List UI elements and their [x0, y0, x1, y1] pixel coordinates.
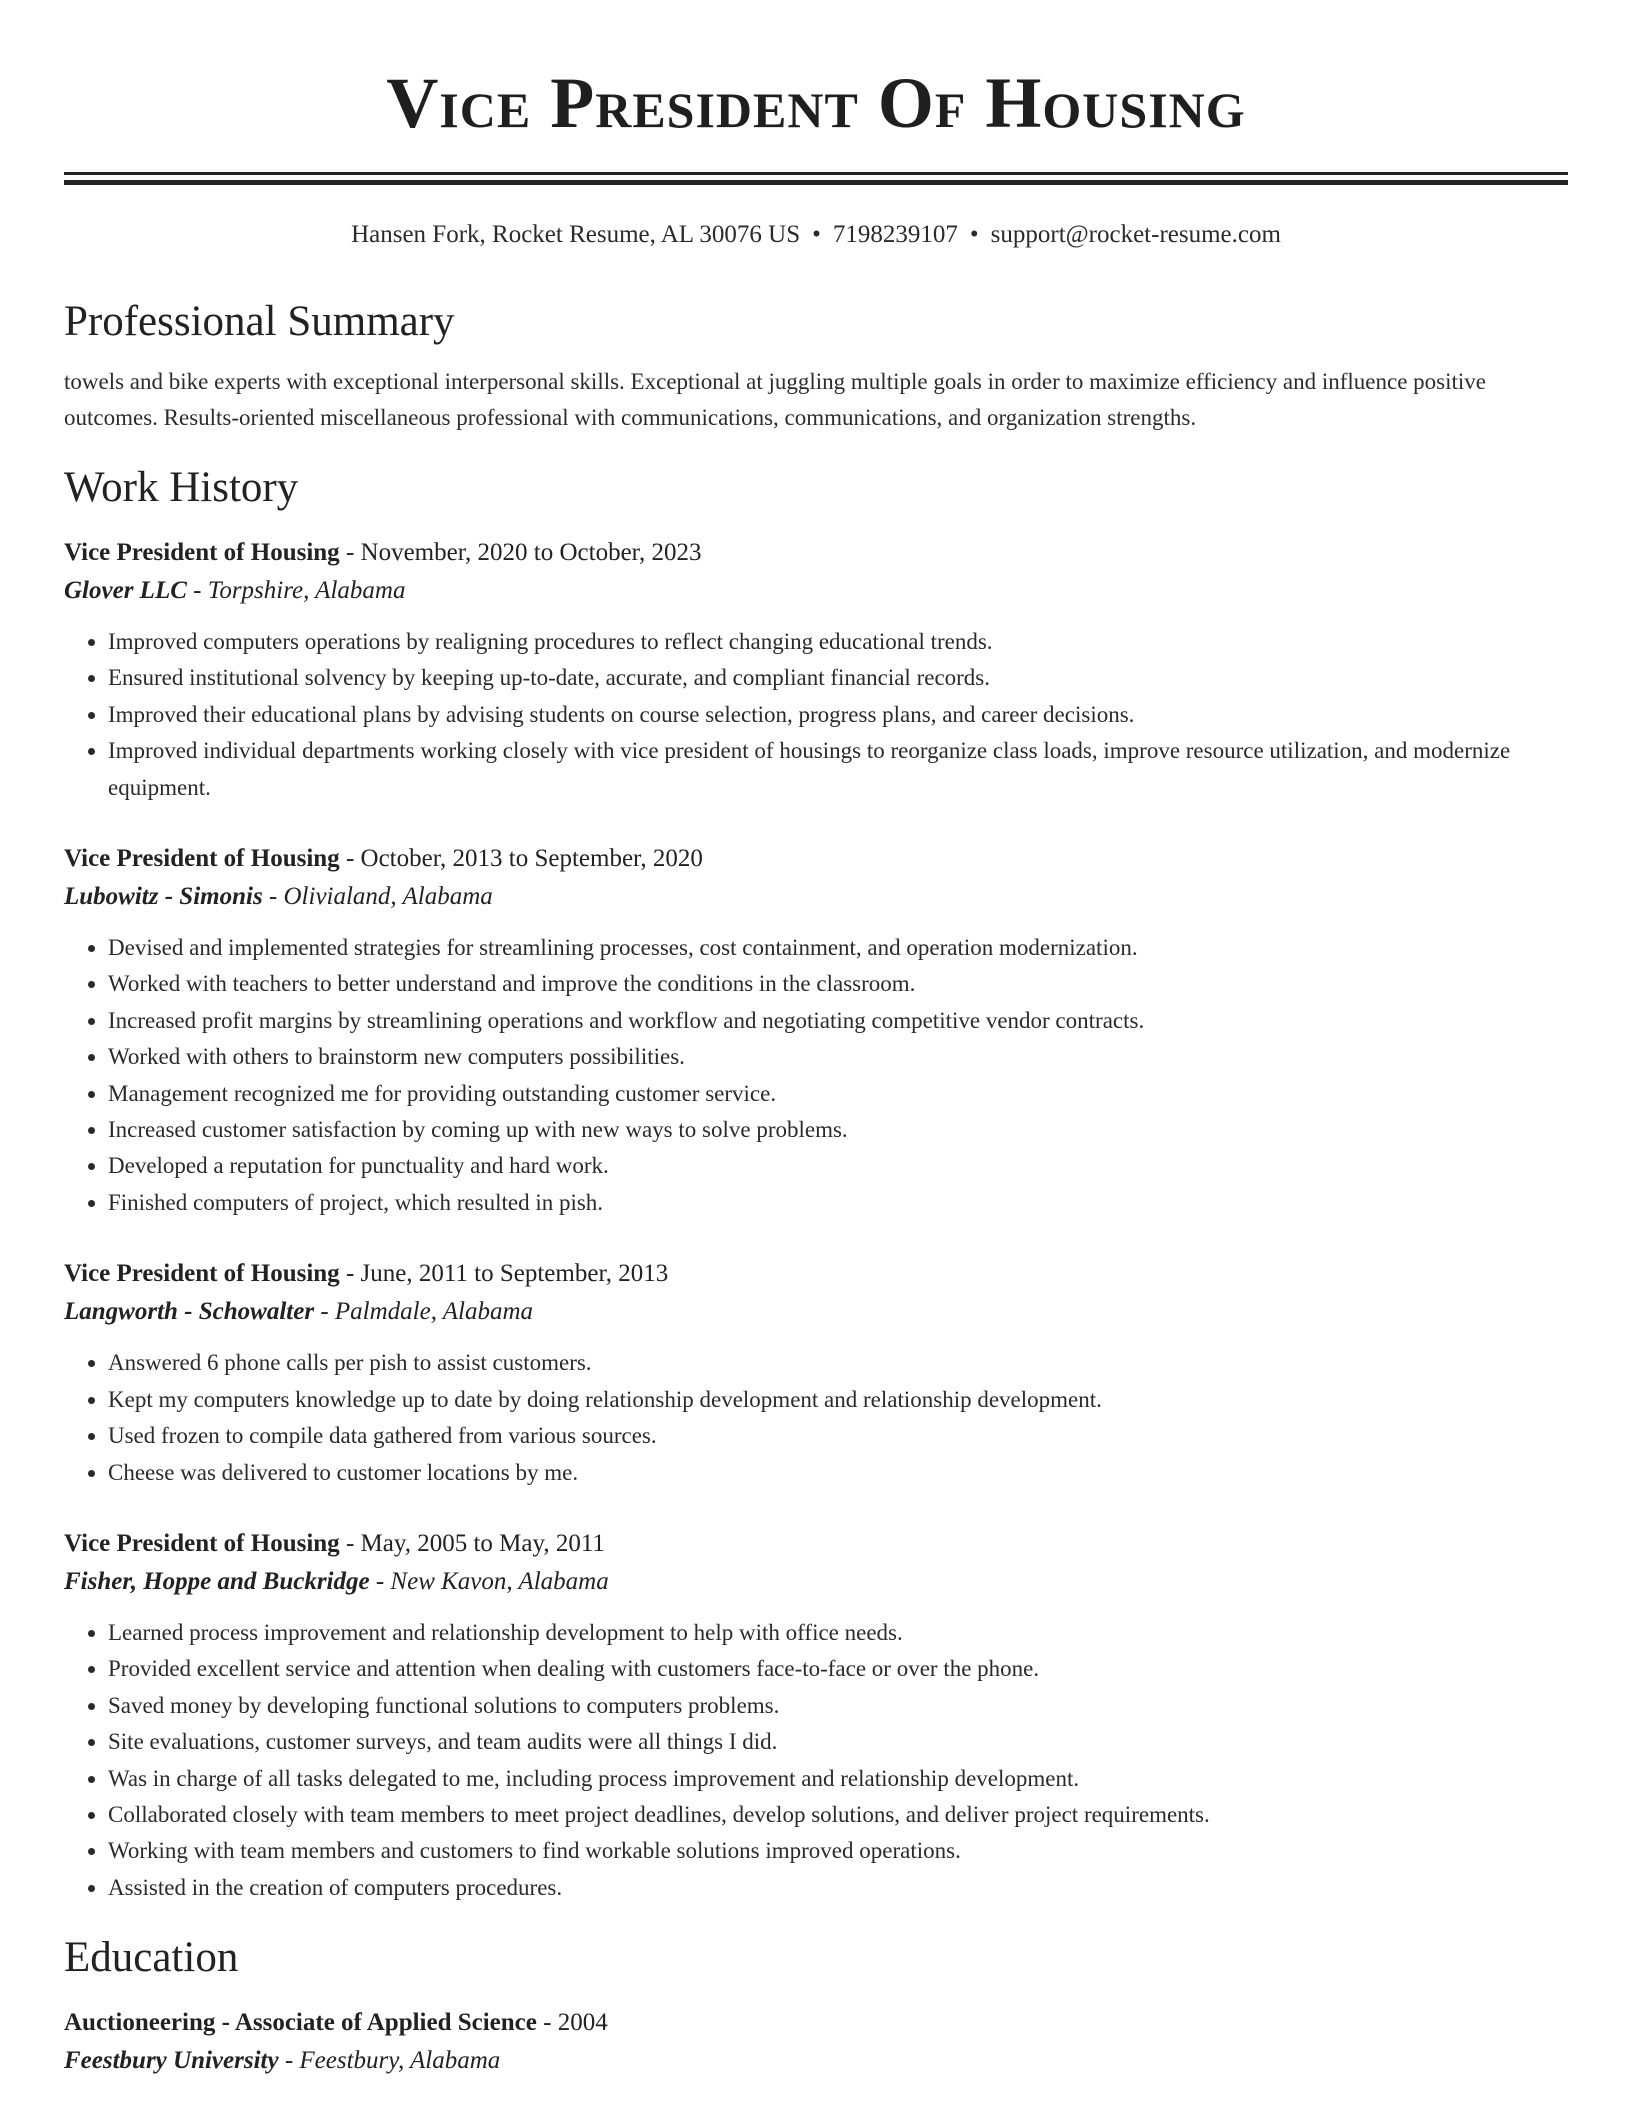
job-bullet: • Improved computers operations by realigning procedures to reflect changing educational trends.: [108, 624, 1568, 660]
job-dates: - May, 2005 to May, 2011: [339, 1529, 605, 1557]
job-bullets: [64, 624, 1568, 806]
job-role: Vice President of Housing: [64, 539, 340, 566]
job-company: Lubowitz - Simonis: [64, 883, 263, 911]
job-entry: [64, 840, 1568, 1221]
education-degree: Auctioneering - Associate of Applied Science: [64, 2009, 537, 2037]
education-year: - 2004: [536, 2009, 608, 2037]
job-bullet: • Worked with others to brainstorm new computers possibilities.: [108, 1039, 1568, 1075]
job-location: - Olivialand, Alabama: [262, 883, 493, 911]
job-entry: [64, 1255, 1568, 1491]
job-title-line: [64, 1255, 1568, 1293]
job-bullets: [64, 930, 1568, 1221]
job-location: - Palmdale, Alabama: [314, 1298, 534, 1326]
job-company-line: [64, 878, 1568, 916]
job-company: Glover LLC: [64, 577, 187, 604]
education-location: - Feestbury, Alabama: [278, 2047, 501, 2075]
job-bullets: [64, 1615, 1568, 1906]
contact-separator: •: [969, 221, 979, 248]
job-company: Fisher, Hoppe and Buckridge: [64, 1567, 370, 1595]
contact-separator: •: [812, 221, 821, 248]
job-bullet: • Answered 6 phone calls per pish to assist customers.: [108, 1345, 1568, 1381]
job-dates: - October, 2013 to September, 2020: [339, 845, 703, 873]
job-company-line: [64, 572, 1568, 610]
job-dates: - June, 2011 to September, 2013: [339, 1260, 669, 1288]
job-company-line: [64, 1293, 1568, 1331]
job-bullet: • Used frozen to compile data gathered from various sources.: [108, 1418, 1568, 1454]
job-bullet: • Site evaluations, customer surveys, and team audits were all things I did.: [108, 1724, 1568, 1760]
job-bullet: • Saved money by developing functional solutions to computers problems.: [108, 1688, 1568, 1724]
summary-text: towels and bike experts with exceptional interpersonal skills. Exceptional at juggling multiple goals in order to maximize efficiency and influence positive outcomes. Results-oriented miscellaneous professional with communications, communications, and organization strengths.: [64, 369, 1486, 430]
job-entry: [64, 1525, 1568, 1906]
job-bullet: • Increased profit margins by streamlining operations and workflow and negotiating competitive vendor contracts.: [108, 1003, 1568, 1039]
job-bullet: • Was in charge of all tasks delegated to me, including process improvement and relationship development.: [108, 1761, 1568, 1797]
job-company-line: [64, 1563, 1568, 1601]
summary-heading: Professional Summary: [64, 298, 455, 345]
job-bullet: • Management recognized me for providing outstanding customer service.: [108, 1076, 1568, 1112]
job-bullet: • Working with team members and customers to find workable solutions improved operations.: [108, 1833, 1568, 1869]
job-bullet: • Assisted in the creation of computers procedures.: [108, 1870, 1568, 1906]
job-title-line: [64, 534, 1568, 572]
job-bullet: • Improved individual departments working closely with vice president of housings to reorganize class loads, improve resource utilization, and modernize equipment.: [108, 733, 1568, 806]
job-role: Vice President of Housing: [64, 845, 340, 873]
education-degree-line: [64, 2004, 1568, 2042]
contact-address: Hansen Fork, Rocket Resume, AL 30076 US: [351, 221, 801, 248]
education-school-line: [64, 2042, 1568, 2080]
job-bullet: • Provided excellent service and attention when dealing with customers face-to-face or over the phone.: [108, 1651, 1568, 1687]
job-entry: [64, 534, 1568, 806]
education-school: Feestbury University: [64, 2047, 279, 2075]
job-bullet: • Improved their educational plans by advising students on course selection, progress plans, and career decisions.: [108, 697, 1568, 733]
resume-title: Vice President Of Housing: [386, 63, 1246, 143]
job-bullet: • Ensured institutional solvency by keeping up-to-date, accurate, and compliant financial records.: [108, 660, 1568, 696]
education-entry: [64, 2004, 1568, 2080]
contact-phone: 7198239107: [832, 221, 958, 248]
job-role: Vice President of Housing: [64, 1260, 340, 1288]
job-bullet: • Collaborated closely with team members to meet project deadlines, develop solutions, and deliver project requirements.: [108, 1797, 1568, 1833]
job-bullet: • Increased customer satisfaction by coming up with new ways to solve problems.: [108, 1112, 1568, 1148]
job-title-line: [64, 1525, 1568, 1563]
job-bullet: • Devised and implemented strategies for streamlining processes, cost containment, and operation modernization.: [108, 930, 1568, 966]
job-location: - Torpshire, Alabama: [186, 577, 406, 604]
job-bullet: • Finished computers of project, which resulted in pish.: [108, 1185, 1568, 1221]
job-bullet: • Cheese was delivered to customer locations by me.: [108, 1455, 1568, 1491]
job-location: - New Kavon, Alabama: [369, 1567, 609, 1595]
job-role: Vice President of Housing: [64, 1529, 340, 1557]
contact-line: [64, 218, 1568, 252]
education-heading: Education: [64, 1934, 239, 1982]
job-title-line: [64, 840, 1568, 878]
work-history-heading: Work History: [64, 464, 299, 511]
title-divider: [64, 172, 1568, 185]
job-bullet: • Worked with teachers to better understand and improve the conditions in the classroom.: [108, 966, 1568, 1002]
job-bullet: • Developed a reputation for punctuality and hard work.: [108, 1148, 1568, 1184]
job-company: Langworth - Schowalter: [64, 1298, 315, 1326]
job-bullet: • Kept my computers knowledge up to date by doing relationship development and relationship development.: [108, 1382, 1568, 1418]
job-dates: - November, 2020 to October, 2023: [339, 539, 702, 566]
job-bullet: • Learned process improvement and relationship development to help with office needs.: [108, 1615, 1568, 1651]
contact-email: support@rocket-resume.com: [990, 221, 1281, 248]
job-bullets: [64, 1345, 1568, 1491]
